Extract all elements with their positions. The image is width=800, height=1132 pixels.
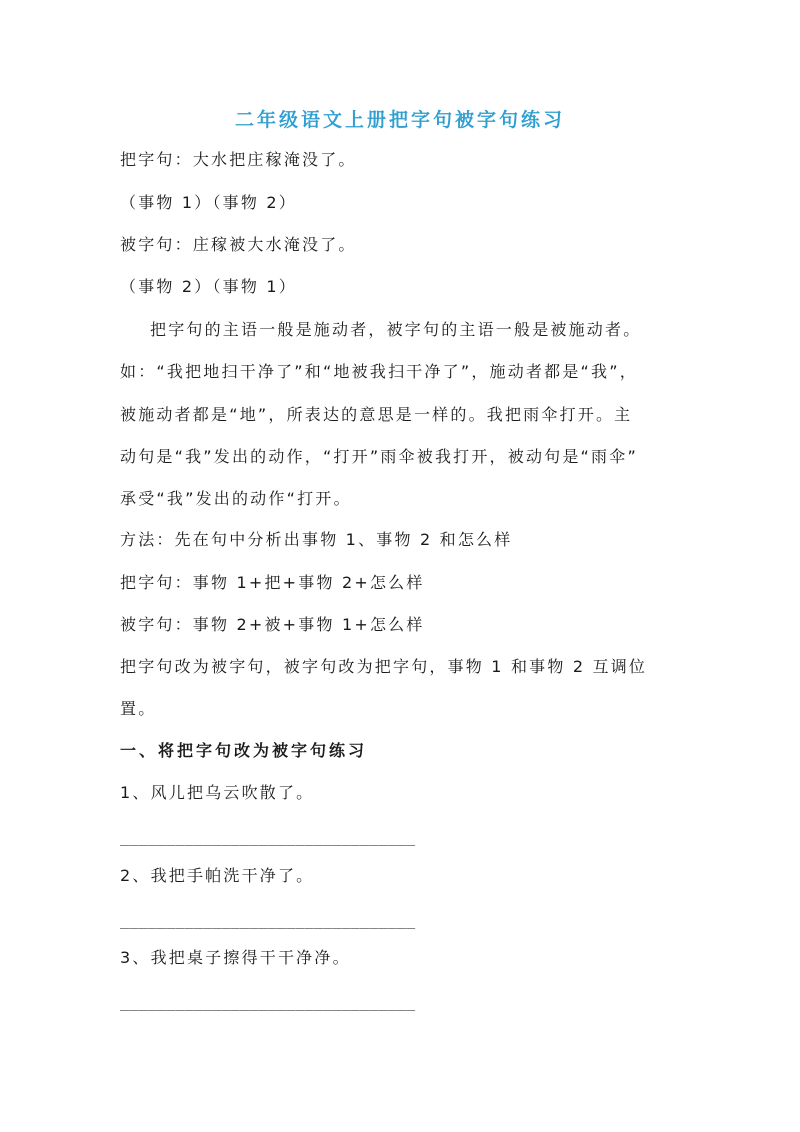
method-line-5: 置。	[120, 699, 157, 718]
method-line-1: 方法：先在句中分析出事物 1、事物 2 和怎么样	[120, 530, 513, 549]
explanation-p2: 如：“我把地扫干净了”和“地被我扫干净了”，施动者都是“我”，	[120, 362, 638, 381]
exercise-heading: 一、将把字句改为被字句练习	[120, 741, 368, 760]
bei-example-label: 被字句：	[120, 235, 193, 254]
exercise-item-2: 2、我把手帕洗干净了。	[120, 866, 315, 885]
explanation-p5: 承受“我”发出的动作“打开。	[120, 489, 352, 508]
method-line-2: 把字句：事物 1+把+事物 2+怎么样	[120, 573, 425, 592]
bei-example-sentence: 庄稼被大水淹没了。	[192, 235, 357, 254]
page-title: 二年级语文上册把字句被字句练习	[234, 109, 565, 131]
bei-example-line	[120, 235, 357, 255]
ba-example-line	[120, 150, 357, 170]
answer-blank-2[interactable]: ________________________________	[120, 911, 416, 929]
answer-blank-3[interactable]: ________________________________	[120, 993, 416, 1011]
exercise-item-3: 3、我把桌子擦得干干净净。	[120, 948, 351, 967]
answer-blank-1[interactable]: ________________________________	[120, 828, 416, 846]
explanation-p1: 把字句的主语一般是施动者，被字句的主语一般是被施动者。	[150, 320, 642, 339]
ba-example-sentence: 大水把庄稼淹没了。	[192, 150, 357, 169]
ba-roles: （事物 1）（事物 2）	[120, 193, 297, 212]
exercise-item-1: 1、风儿把乌云吹散了。	[120, 783, 315, 802]
ba-example-label: 把字句：	[120, 150, 193, 169]
bei-roles: （事物 2）（事物 1）	[120, 277, 297, 296]
method-line-4: 把字句改为被字句，被字句改为把字句，事物 1 和事物 2 互调位	[120, 657, 648, 676]
explanation-p4: 动句是“我”发出的动作，“打开”雨伞被我打开，被动句是“雨伞”	[120, 447, 638, 466]
method-line-3: 被字句：事物 2+被+事物 1+怎么样	[120, 615, 425, 634]
explanation-p3: 被施动者都是“地”，所表达的意思是一样的。我把雨伞打开。主	[120, 405, 633, 424]
